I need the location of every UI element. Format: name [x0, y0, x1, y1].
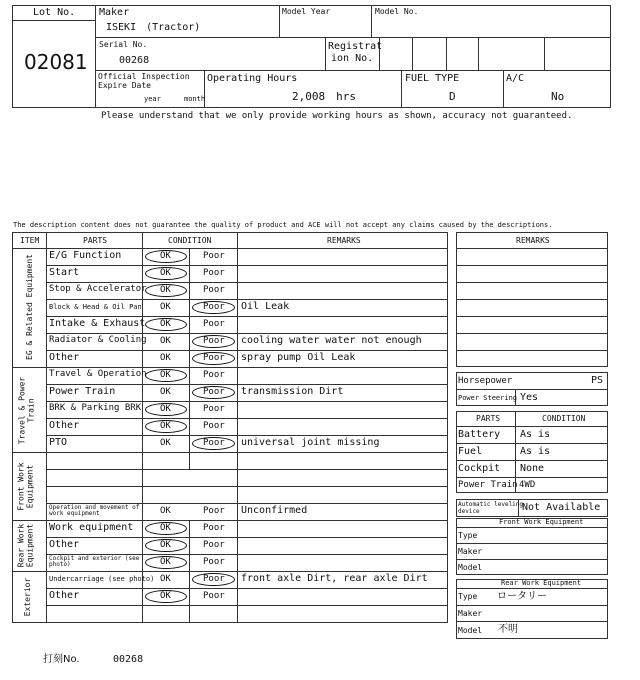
poor-selected-circle — [192, 335, 235, 348]
serial-no-label: Serial No. — [99, 40, 148, 49]
ok-option: OK — [160, 574, 171, 584]
battery-label: Battery — [458, 429, 501, 440]
ok-selected-circle — [145, 369, 187, 382]
poor-option: Poor — [203, 523, 225, 533]
poor-selected-circle — [192, 386, 235, 399]
part-label: Other — [49, 420, 80, 431]
maker-label: Maker — [99, 7, 130, 18]
power-steering-label: Power Steering — [458, 394, 518, 402]
power-train-value: 4WD — [519, 480, 536, 490]
part-label: Undercarriage (see photo) — [49, 575, 155, 583]
part-label: Intake & Exhaust — [49, 318, 146, 329]
fuel-value: As is — [520, 446, 551, 457]
part-label: Power Train — [49, 386, 116, 397]
ok-option: OK — [160, 540, 171, 550]
poor-option: Poor — [203, 438, 225, 448]
col-item: ITEM — [20, 236, 40, 245]
ok-option: OK — [160, 268, 171, 278]
poor-selected-circle — [192, 573, 235, 586]
ok-option: OK — [160, 591, 171, 601]
side-condition-header: CONDITION — [542, 414, 586, 423]
maker-value: ISEKI (Tractor) — [106, 22, 201, 33]
part-label: Work equipment — [49, 522, 134, 533]
front-work-header: Front Work Equipment — [499, 518, 584, 526]
remark-text: front axle Dirt, rear axle Dirt — [241, 573, 428, 584]
horsepower-label: Horsepower — [458, 376, 513, 386]
part-label: Other — [49, 539, 80, 550]
poor-option: Poor — [203, 268, 225, 278]
ok-selected-circle — [145, 420, 187, 433]
rear-model-label: Model — [458, 626, 483, 635]
group-travel-power: Travel & Power Train — [17, 376, 36, 445]
ok-option: OK — [160, 370, 171, 380]
rear-model-value: 不明 — [498, 624, 518, 635]
ok-option: OK — [160, 319, 171, 329]
remark-text: transmission Dirt — [241, 386, 344, 397]
model-no-label: Model No. — [375, 7, 419, 16]
front-maker-label: Maker — [458, 547, 483, 556]
inspection-label-2: Expire Date — [98, 81, 151, 90]
ac-value: No — [551, 90, 565, 103]
ok-option: OK — [160, 506, 171, 516]
ok-option: OK — [160, 523, 171, 533]
front-type-label: Type — [458, 531, 478, 540]
rear-type-value: ロータリー — [497, 591, 547, 602]
auto-leveling-label-2: device — [458, 508, 480, 515]
ok-selected-circle — [145, 250, 187, 263]
part-label: Other — [49, 590, 80, 601]
part-label: Other — [49, 352, 80, 363]
ok-selected-circle — [145, 284, 187, 297]
rear-type-label: Type — [458, 592, 478, 601]
auto-leveling-label: Automatic leveling — [458, 501, 524, 508]
cockpit-value: None — [520, 463, 545, 474]
stamp-label: 打刻No. — [43, 654, 80, 665]
ok-option: OK — [160, 353, 171, 363]
registration-label-2: ion No. — [331, 53, 374, 64]
ok-option: OK — [160, 302, 171, 312]
ok-option: OK — [160, 438, 171, 448]
ok-option: OK — [160, 421, 171, 431]
registration-label: Registrat — [328, 41, 383, 52]
auto-leveling-value: Not Available — [522, 502, 601, 513]
lot-no-label: Lot No. — [33, 7, 76, 18]
poor-option: Poor — [203, 336, 225, 346]
lot-no-value: 02081 — [24, 50, 88, 74]
ok-option: OK — [160, 557, 171, 567]
ok-option: OK — [160, 251, 171, 261]
stamp-number: 00268 — [113, 654, 144, 665]
rear-maker-label: Maker — [458, 609, 483, 618]
ok-selected-circle — [145, 267, 187, 280]
ok-selected-circle — [145, 539, 187, 552]
part-label: Travel & Operation — [49, 369, 147, 379]
remark-text: cooling water water not enough — [241, 335, 422, 346]
poor-option: Poor — [203, 591, 225, 601]
power-train-label: Power Train — [458, 480, 518, 490]
operating-hours-label: Operating Hours — [207, 73, 298, 84]
part-label: PTO — [49, 437, 68, 448]
ok-option: OK — [160, 404, 171, 414]
year-label: year — [144, 95, 161, 103]
poor-option: Poor — [203, 302, 225, 312]
poor-selected-circle — [192, 301, 235, 314]
part-label: Cockpit and exterior (see photo) — [49, 555, 140, 568]
side-parts-header: PARTS — [476, 414, 501, 423]
poor-option: Poor — [203, 319, 225, 329]
col-remarks: REMARKS — [327, 236, 361, 245]
part-label: Stop & Accelerator — [49, 284, 147, 294]
battery-value: As is — [520, 429, 551, 440]
front-model-label: Model — [458, 563, 483, 572]
group-front-work: Front Work Equipment — [16, 462, 35, 511]
group-exterior: Exterior — [23, 577, 32, 617]
rear-work-header: Rear Work Equipment — [501, 579, 582, 587]
hours-disclaimer: Please understand that we only provide working hours as shown, accuracy not guaranteed. — [101, 111, 573, 121]
serial-no-value: 00268 — [119, 55, 150, 66]
part-label: Block & Head & Oil Pan — [49, 303, 142, 311]
operating-hours-value: 2,008 hrs — [292, 90, 356, 103]
fuel-type-value: D — [449, 90, 456, 103]
ok-option: OK — [160, 387, 171, 397]
group-eg-related: EG & Related Equipment — [25, 254, 34, 360]
poor-selected-circle — [192, 437, 235, 450]
inspection-label: Official Inspection — [98, 72, 190, 81]
fuel-label: Fuel — [458, 446, 483, 457]
model-year-label: Model Year — [282, 7, 331, 16]
poor-option: Poor — [203, 557, 225, 567]
part-label: Radiator & Cooling — [49, 335, 147, 345]
remark-text: spray pump Oil Leak — [241, 352, 356, 363]
remark-text: Unconfirmed — [241, 505, 308, 516]
ok-selected-circle — [145, 318, 187, 331]
ok-selected-circle — [145, 590, 187, 603]
ok-option: OK — [160, 285, 171, 295]
ac-label: A/C — [506, 73, 525, 84]
poor-option: Poor — [203, 404, 225, 414]
ok-option: OK — [160, 336, 171, 346]
poor-option: Poor — [203, 574, 225, 584]
poor-option: Poor — [203, 421, 225, 431]
poor-option: Poor — [203, 370, 225, 380]
part-label: Start — [49, 267, 80, 278]
cockpit-label: Cockpit — [458, 463, 501, 474]
side-remarks-header: REMARKS — [516, 236, 550, 245]
remark-text: Oil Leak — [241, 301, 290, 312]
part-label: BRK & Parking BRK — [49, 403, 142, 413]
poor-option: Poor — [203, 387, 225, 397]
poor-option: Poor — [203, 251, 225, 261]
description-disclaimer: The description content does not guarantee the quality of product and ACE will not accept any claims caused by the descriptions. — [13, 221, 553, 229]
poor-option: Poor — [203, 506, 225, 516]
poor-selected-circle — [192, 352, 235, 365]
group-rear-work: Rear Work Equipment — [16, 523, 35, 568]
part-label: Operation and movement of work equipment — [49, 504, 140, 517]
fuel-type-label: FUEL TYPE — [405, 73, 460, 84]
power-steering-value: Yes — [520, 392, 539, 403]
poor-option: Poor — [203, 540, 225, 550]
ok-selected-circle — [145, 556, 187, 569]
horsepower-unit: PS — [591, 375, 604, 386]
poor-option: Poor — [203, 353, 225, 363]
col-parts: PARTS — [83, 236, 108, 245]
remark-text: universal joint missing — [241, 437, 380, 448]
part-label: E/G Function — [49, 250, 122, 261]
ok-selected-circle — [145, 403, 187, 416]
poor-option: Poor — [203, 285, 225, 295]
ok-selected-circle — [145, 522, 187, 535]
month-label: month — [184, 95, 206, 103]
col-condition: CONDITION — [168, 236, 212, 245]
